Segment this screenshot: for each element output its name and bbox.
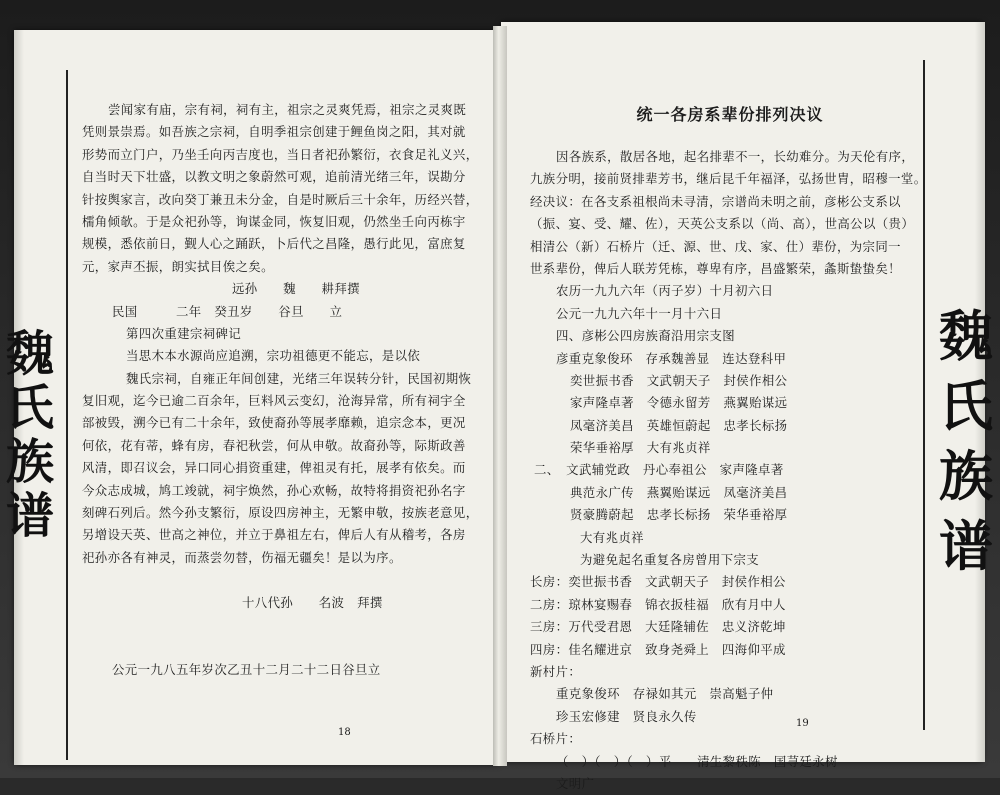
section-heading: 为避免起名重复各房曾用下宗支 bbox=[580, 552, 760, 568]
left-spine-char: 氏 bbox=[5, 380, 54, 436]
spacer-line bbox=[82, 569, 482, 591]
right-page-body bbox=[530, 146, 930, 795]
lineage-line: 贤豪腾蔚起 忠孝长标扬 荣华垂裕厚 bbox=[570, 507, 788, 523]
text-line: 规模，悉依前日，觐人心之踊跃，卜后代之昌隆，愚行此见，富庶复 bbox=[82, 236, 466, 252]
text-line: 元，家声丕振，朗实拭目俟之矣。 bbox=[82, 258, 274, 274]
text-line: 尝闻家有庙，宗有祠，祠有主，祖宗之灵爽凭焉，祖宗之灵爽既 bbox=[108, 102, 467, 117]
lineage-line: 凤毫济美昌 英雄恒蔚起 忠孝长标扬 bbox=[570, 417, 788, 433]
book-gutter bbox=[493, 26, 507, 766]
text-line: 针按舆家言，改向癸丁兼丑未分金，自是时厥后三十余年，历经兴替， bbox=[82, 191, 479, 207]
spacer-line bbox=[82, 636, 482, 658]
text-line: 今众志成城，鸠工竣就，祠宇焕然，孙心欢畅，故特将捐资祀孙名字 bbox=[82, 482, 466, 498]
right-spine-char: 族 bbox=[939, 445, 993, 508]
author-signature: 十八代孙 名波 拜撰 bbox=[242, 594, 383, 610]
branch-line: 四房：佳名耀进京 致身尧舜上 四海仰平成 bbox=[530, 641, 786, 657]
branch-line: 二房：琼林宴赐春 锦衣扳桂福 欣有月中人 bbox=[530, 596, 786, 612]
text-line: 当思木本水源尚应追溯，宗功祖德更不能忘，是以依 bbox=[126, 348, 421, 364]
text-line: 复旧观，迄今已逾二百余年，巨料风云变幻，沧海异常，所有祠宇全 bbox=[82, 393, 466, 409]
text-line: 另增设天英、世高之神位，并立于鼻祖左右，俾后人有从稽考，各房 bbox=[82, 527, 466, 543]
text-line: 何依，花有蒂，蜂有房，春祀秋尝，何从申敬。故裔孙等，际斯政善 bbox=[82, 437, 466, 453]
branch-line: （ ）（ ）（ ）平 清生黎秩陈 国荨廷永树 bbox=[556, 753, 838, 769]
branch-heading: 石桥片： bbox=[530, 731, 582, 747]
left-spine-char: 族 bbox=[5, 434, 54, 490]
section-heading: 第四次重建宗祠碑记 bbox=[126, 325, 242, 341]
date-line: 公元一九九六年十一月十六日 bbox=[556, 305, 723, 321]
left-spine-char: 魏 bbox=[5, 326, 54, 382]
lineage-line: 二、 文武辅党政 丹心奉祖公 家声隆卓著 bbox=[534, 462, 784, 478]
text-line: 世系辈份，俾后人联芳凭栋，尊卑有序，昌盛繁荣，螽斯蛰蛰矣！ bbox=[530, 260, 901, 276]
text-line: 九族分明，接前贤排辈芳书，继后昆千年福泽，弘扬世胄，昭穆一堂。 bbox=[530, 171, 927, 187]
text-line: 因各族系，散居各地，起名排辈不一，长幼难分。为天伦有序， bbox=[556, 149, 915, 164]
right-spine-char: 氏 bbox=[939, 375, 993, 438]
text-line: 刻碑石列后。然今孙支繁衍，原设四房神主，无繁申敬，按族老意见， bbox=[82, 505, 479, 521]
right-spine-char: 魏 bbox=[939, 305, 993, 368]
text-line: 檽角倾欹。于是众祀孙等，询谋金同，恢复旧观，仍然坐壬向丙栋宇 bbox=[82, 213, 466, 229]
text-line: （振、宴、受、耀、佐），天英公支系以（尚、高），世高公以（贵） bbox=[530, 216, 915, 232]
lineage-line: 家声隆卓著 令德永留芳 燕翼贻谋远 bbox=[570, 395, 788, 411]
lineage-line: 荣华垂裕厚 大有兆贞祥 bbox=[570, 440, 711, 456]
page-number: 19 bbox=[796, 718, 809, 729]
text-line: 自当时天下壮盛，以教文明之象蔚然可观，追前清光绪三年，误勘分 bbox=[82, 169, 466, 185]
date-line: 公元一九八五年岁次乙丑十二月二十二日谷旦立 bbox=[112, 661, 381, 677]
lineage-line: 大有兆贞祥 bbox=[580, 529, 644, 545]
text-line: 部被毁，溯今已有二十余年，致使裔孙等展孝靡赖，追宗念本，更况 bbox=[82, 415, 466, 431]
right-spine-title bbox=[935, 305, 997, 590]
left-page-border-line bbox=[66, 70, 68, 760]
left-spine-char: 谱 bbox=[5, 488, 54, 544]
author-signature: 远孙 魏 耕拜撰 bbox=[232, 281, 360, 297]
date-line: 农历一九九六年（丙子岁）十月初六日 bbox=[556, 283, 774, 299]
left-spine-title bbox=[0, 326, 60, 546]
branch-line: 文明广 bbox=[556, 775, 595, 791]
page-title: 统一各房系辈份排列决议 bbox=[636, 105, 824, 124]
lineage-line: 典范永广传 燕翼贻谋远 凤毫济美昌 bbox=[570, 484, 788, 500]
left-page-body bbox=[82, 99, 482, 681]
text-line: 相清公（新）石桥片（迁、源、世、戊、家、仕）辈份，为宗同一 bbox=[530, 238, 901, 254]
text-line: 形势而立门户，乃坐壬向丙吉度也，当日者祀孙繁衍，衣食足礼义兴， bbox=[82, 146, 479, 162]
text-line: 经决议：在各支系祖根尚未寻清，宗谱尚未明之前，彦彬公支系以 bbox=[530, 193, 901, 209]
section-heading: 四、彦彬公四房族裔沿用宗支图 bbox=[556, 328, 736, 344]
branch-line: 珍玉宏修建 贤良永久传 bbox=[556, 708, 697, 724]
branch-line: 三房：万代受君恩 大廷隆辅佐 忠义济乾坤 bbox=[530, 619, 786, 635]
page-number: 18 bbox=[338, 727, 351, 738]
lineage-line: 奕世振书香 文武朝天子 封侯作相公 bbox=[570, 372, 788, 388]
text-line: 魏氏宗祠，自雍正年间创建，光绪三年误转分针，民国初期恢 bbox=[126, 370, 472, 386]
date-line: 民国 二年 癸丑岁 谷旦 立 bbox=[112, 303, 343, 319]
text-line: 凭则景崇焉。如吾族之宗祠，自明季祖宗创建于鲤鱼岗之阳，其对就 bbox=[82, 124, 466, 140]
lineage-line: 彦重克象俊环 存承魏善显 连达登科甲 bbox=[556, 350, 787, 366]
text-line: 祀孙亦各有神灵，而蒸尝勿替，伤福无疆矣！是以为序。 bbox=[82, 549, 402, 565]
spacer-line bbox=[82, 614, 482, 636]
branch-line: 重克象俊环 存禄如其元 崇高魁子仲 bbox=[556, 686, 774, 702]
right-spine-char: 谱 bbox=[939, 515, 993, 578]
branch-line: 长房：奕世振书香 文武朝天子 封侯作相公 bbox=[530, 574, 786, 590]
branch-heading: 新村片： bbox=[530, 663, 582, 679]
text-line: 风清，即召议会，异口同心捐资重建，俾祖灵有托，展孝有依矣。而 bbox=[82, 460, 466, 476]
